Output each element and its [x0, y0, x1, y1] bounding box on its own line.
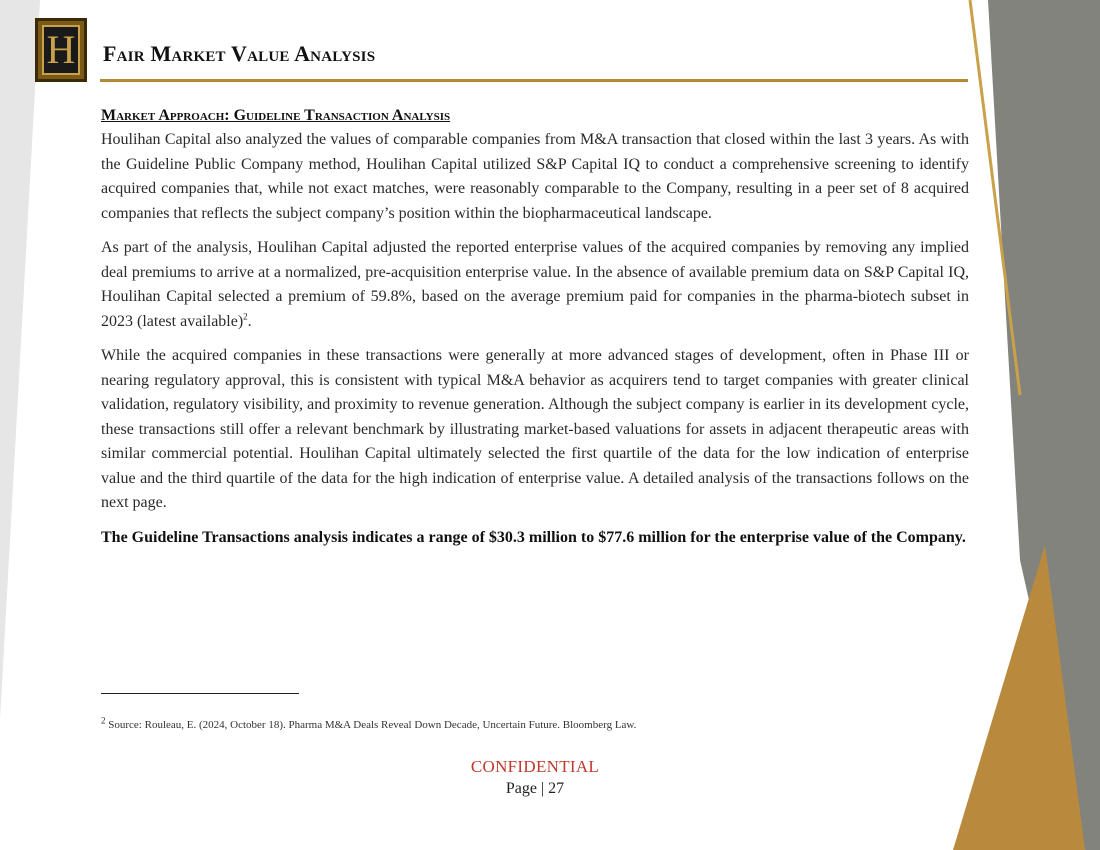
paragraph-1: Houlihan Capital also analyzed the values of comparable companies from M&A transaction that closed within the last 3 years. As with the Guideline Public Company method, Houlihan Capital utilized S&P Capital IQ to conduct a comprehensive screening to identify acquired companies that, while not exact matches, were reasonably comparable to the Company, resulting in a peer set of 8 acquired companies that reflects the subject company’s position within the biopharmaceutical landscape.: [101, 131, 969, 222]
conclusion-statement: The Guideline Transactions analysis indicates a range of $30.3 million to $77.6 million for the enterprise value of the Company.: [101, 528, 966, 546]
confidential-label: CONFIDENTIAL: [470, 757, 600, 776]
company-logo: [35, 18, 87, 82]
footnote: [101, 715, 901, 731]
paragraph-2: [101, 236, 969, 334]
paragraph-2-text: As part of the analysis, Houlihan Capital adjusted the reported enterprise values of the acquired companies by removing any implied deal premiums to arrive at a normalized, pre-acquisition enterprise value. In the absence of available premium data on S&P Capital IQ, Houlihan Capital selected a premium of 59.8%, based on the average premium paid for companies in the pharma-biotech subset in 2023 (latest available): [101, 239, 969, 330]
title-divider: [100, 79, 968, 82]
section-heading: Market Approach: Guideline Transaction Analysis: [101, 107, 451, 124]
main-content: [101, 104, 969, 560]
page-label: Page: [505, 780, 537, 797]
paragraph-3: While the acquired companies in these transactions were generally at more advanced stages of development, often in Phase III or nearing regulatory approval, this is consistent with typical M&A behavior as acquirers tend to target companies with greater clinical validation, regulatory visibility, and proximity to revenue generation. Although the subject company is earlier in its development cycle, these transactions still offer a relevant benchmark by illustrating market-based valuations for assets in adjacent therapeutic areas with similar commercial potential. Houlihan Capital ultimately selected the first quartile of the data for the low indication of enterprise value and the third quartile of the data for the high indication of enterprise value. A detailed analysis of the transactions follows on the next page.: [101, 347, 969, 511]
footnote-reference: 2: [243, 311, 248, 322]
footnote-number: 2: [101, 715, 106, 726]
page-title: Fair Market Value Analysis: [103, 41, 376, 66]
footnote-text: Source: Rouleau, E. (2024, October 18). Pharma M&A Deals Reveal Down Decade, Uncertain Future. Bloomberg Law.: [105, 719, 637, 731]
paragraph-2-end: .: [247, 312, 252, 330]
page-number-line: [0, 780, 1070, 798]
footnote-divider: [101, 693, 299, 694]
page-number: 27: [548, 780, 565, 797]
left-gray-band: [0, 0, 40, 720]
page-separator: |: [540, 780, 545, 797]
logo-letter: H: [42, 25, 80, 75]
